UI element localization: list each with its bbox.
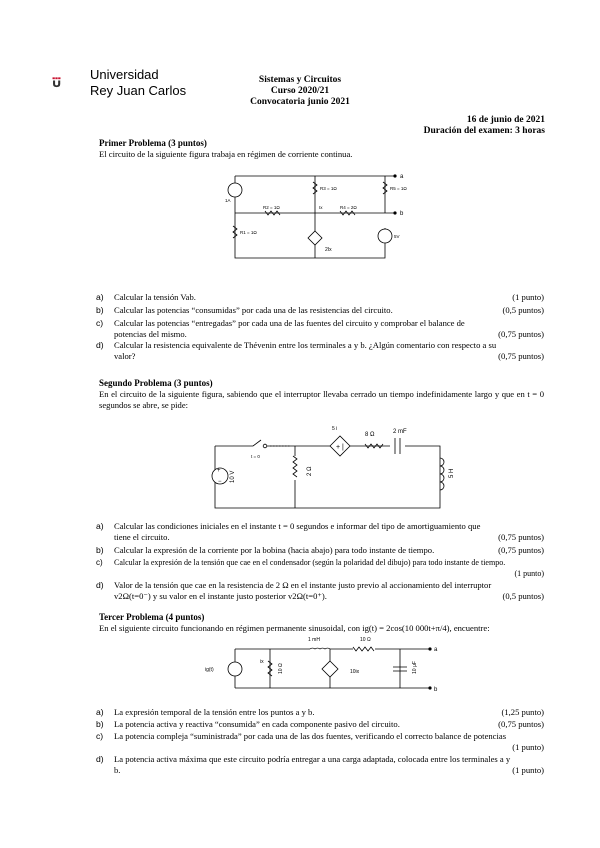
- exam-date: 16 de junio de 2021: [466, 115, 545, 125]
- p1-label-r3: R3 = 1Ω: [320, 186, 337, 191]
- p2-label-src: 10 V: [230, 470, 236, 483]
- p2-label-r8: 8 Ω: [365, 432, 375, 438]
- exam-call: Convocatoria junio 2021: [250, 97, 350, 107]
- university-name-1: Universidad: [90, 67, 159, 82]
- p1-label-src: 1A: [225, 198, 231, 203]
- p3-circuit-diagram: [205, 633, 440, 695]
- p2-label-r: 2 Ω: [307, 466, 313, 476]
- p3-label-c: 10 μF: [412, 661, 418, 674]
- p1-intro: El circuito de la siguiente figura trabaja en régimen de corriente continua.: [99, 149, 353, 159]
- p3-item-a: a) (1,25 punto) La expresión temporal de la tensión entre los puntos a y b.: [96, 707, 544, 717]
- p3-intro: En el siguiente circuito funcionando en régimen permanente sinusoidal, con ig(t) = 2cos(10 000t+π/4), encuentre:: [99, 623, 490, 633]
- p3-label-l: 1 mH: [308, 637, 320, 643]
- p3-label-ix: ix: [260, 659, 264, 665]
- p1-label-b: b: [400, 211, 404, 217]
- p1-label-r4: R4 = 2Ω: [340, 205, 357, 210]
- p1-item-c: c) (0,75 puntos) Calcular las potencias “entregadas” por cada una de las fuentes del circuito y comprobar el balance de potencias del mismo.: [96, 318, 544, 339]
- p1-label-r1: R1 = 1Ω: [240, 230, 257, 235]
- p2-label-sw: t = 0: [251, 454, 260, 459]
- p3-label-r2: 10 Ω: [360, 637, 371, 643]
- svg-text:+: +: [217, 468, 221, 474]
- p3-item-c: c) (1 punto) La potencia compleja “suministrada” por cada una de las dos fuentes, verificando el correcto balance de potencias: [96, 731, 544, 752]
- p3-item-b: b) (0,75 puntos) La potencia activa y reactiva “consumida” en cada componente pasivo del circuito.: [96, 719, 544, 729]
- p2-item-d: d) (0,5 puntos) Valor de la tensión que cae en la resistencia de 2 Ω en el instante justo previo al accionamiento del interruptor v2Ω(t=0⁻) y su valor en el instante justo posterior v2Ω(t=0⁺).: [96, 580, 544, 601]
- p1-title: Primer Problema (3 puntos): [99, 138, 207, 148]
- p2-item-a: a) (0,75 puntos) Calcular las condiciones iniciales en el instante t = 0 segundos e informar del tipo de amortiguamiento que tiene el circuito.: [96, 521, 544, 542]
- p3-label-b: b: [434, 687, 438, 693]
- p3-title: Tercer Problema (4 puntos): [99, 612, 205, 622]
- exam-subject: Sistemas y Circuitos: [258, 75, 342, 85]
- university-name-2: Rey Juan Carlos: [90, 83, 187, 98]
- p1-label-r2: R2 = 1Ω: [263, 205, 280, 210]
- exam-course: Curso 2020/21: [270, 86, 330, 96]
- p1-item-a: a) (1 punto) Calcular la tensión Vab.: [96, 292, 544, 302]
- p2-circuit-diagram: [205, 418, 460, 516]
- p1-item-d: d) (0,75 puntos) Calcular la resistencia equivalente de Thévenin entre los terminales a y b. ¿Algún comentario con respecto a su valor?: [96, 340, 544, 361]
- p2-item-c: c) (1 punto) Calcular la expresión de la tensión que cae en el condensador (según la polaridad del dibujo) para todo instante de tiempo.: [96, 558, 544, 578]
- p1-label-a: a: [400, 174, 404, 180]
- p2-intro: En el circuito de la siguiente figura, sabiendo que el interruptor llevaba cerrado un tiempo indefinidamente largo y que en t = 0 segundos se abre, se pide:: [99, 389, 544, 410]
- p3-label-dep: 10ix: [350, 669, 360, 675]
- p3-label-r1: 10 Ω: [278, 663, 284, 674]
- p3-label-a: a: [434, 647, 438, 653]
- p2-title: Segundo Problema (3 puntos): [99, 378, 213, 388]
- p1-label-dep: 2Ix: [325, 247, 332, 253]
- p2-label-c: 2 mF: [393, 429, 407, 435]
- exam-duration: Duración del examen: 3 horas: [423, 126, 545, 136]
- p1-label-ix: Ix: [319, 205, 323, 210]
- svg-text:−: −: [218, 479, 222, 485]
- p3-item-d: d) (1 punto) La potencia activa máxima que este circuito podría entregar a una carga adaptada, colocada entre los terminales a y b.: [96, 754, 544, 775]
- p1-circuit-diagram: [225, 168, 415, 268]
- p1-label-r5: R5 = 1Ω: [390, 186, 407, 191]
- p2-item-b: b) (0,75 puntos) Calcular la expresión de la corriente por la bobina (hacia abajo) para todo instante de tiempo.: [96, 545, 544, 555]
- p2-label-l: 5 H: [449, 468, 455, 478]
- p3-label-ig: ig(t): [205, 667, 214, 673]
- p2-label-dep: 5 i: [332, 426, 338, 432]
- svg-text:+ |: + |: [336, 444, 344, 451]
- p1-label-v: 5V: [394, 234, 400, 239]
- p1-item-b: b) (0,5 puntos) Calcular las potencias “consumidas” por cada una de las resistencias del circuito.: [96, 305, 544, 315]
